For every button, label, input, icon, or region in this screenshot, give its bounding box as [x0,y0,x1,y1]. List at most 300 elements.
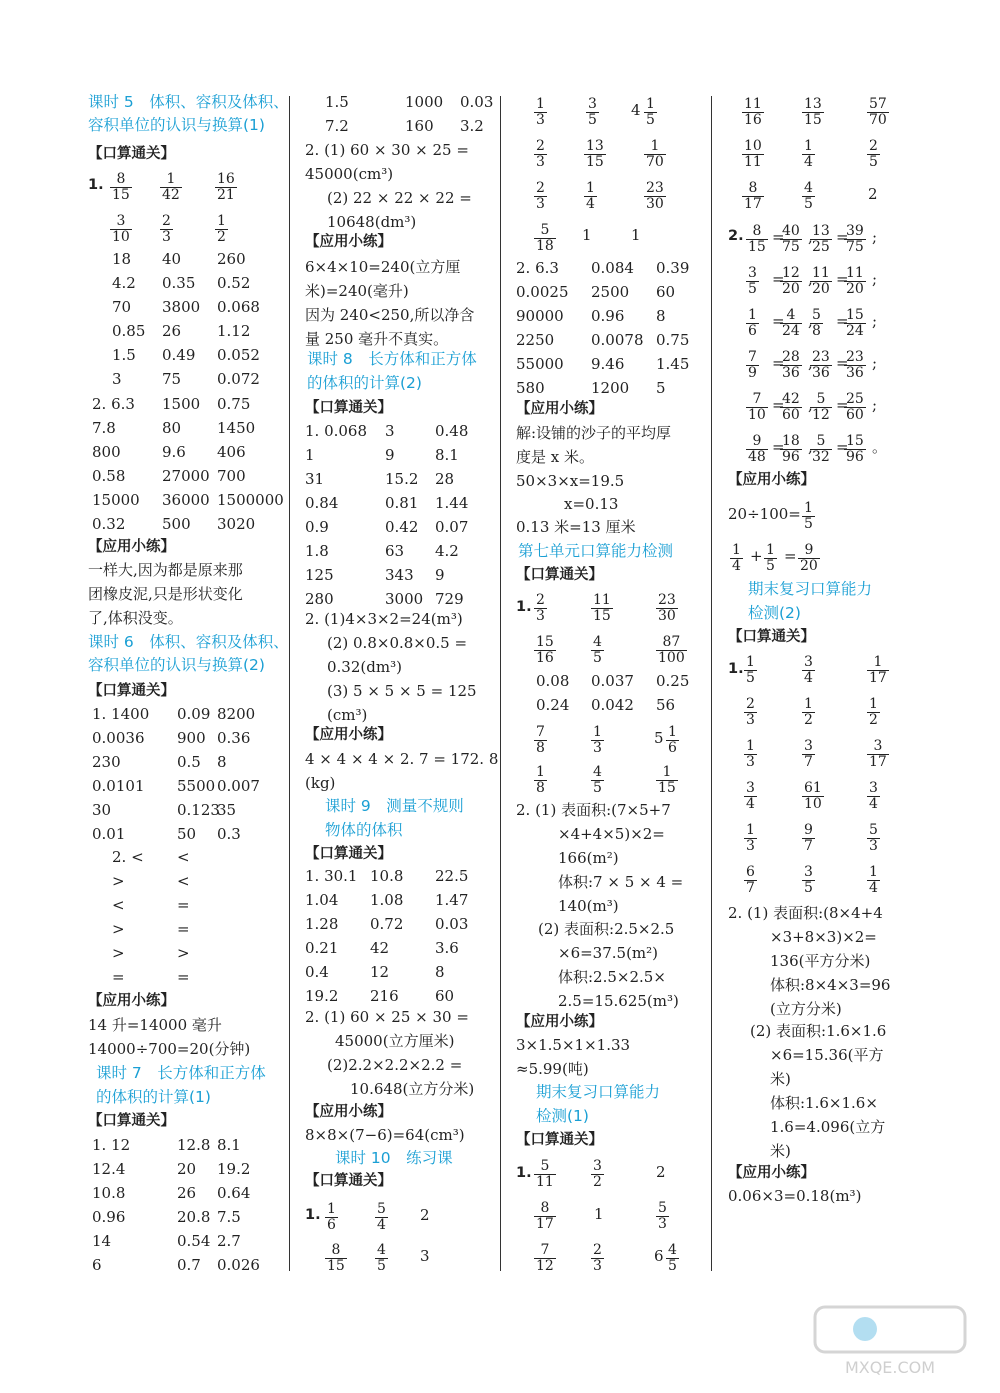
answer-cell: 700 [217,467,246,485]
section-label-application: 【应用小练】 [88,539,175,555]
section-label-oral: 【口算通关】 [88,146,175,162]
section-label-application: 【应用小练】 [305,1104,392,1120]
fraction [802,739,815,770]
calculation: 0.32(dm³) [327,658,402,676]
fraction [746,308,759,339]
problem-number: 1. [728,661,744,677]
answer-cell: 0.037 [591,672,634,690]
fraction [810,224,832,255]
fraction [780,224,802,255]
fraction [534,223,556,254]
fraction: $\frac{2}{3}$ [536,592,545,624]
answer-cell: 280 [305,590,334,608]
fraction: $\frac{16}{21}$ [217,171,235,203]
fraction: $\frac{13}{15}$ [586,138,604,170]
fraction: $\frac{7}{9}$ [748,349,757,381]
answer-cell: 0.03 [460,93,494,111]
answer-cell: 0.9 [305,518,329,536]
equals-sign: = [772,228,785,246]
answer-cell: 580 [516,379,545,397]
answer-cell: 0.4 [305,963,329,981]
column-divider [711,96,712,1271]
answer-cell: 80 [162,419,182,437]
fraction: $\frac{39}{75}$ [846,223,864,255]
comparison-symbol: > [112,944,125,962]
fraction: $\frac{3}{4}$ [869,780,878,812]
calculation: (2) 表面积:1.6×1.6 [750,1022,887,1040]
answer-cell: 0.48 [435,422,469,440]
answer-cell: 30 [92,801,112,819]
fraction: $\frac{3}{2}$ [593,1158,602,1190]
fraction [591,593,613,624]
fraction: $\frac{2}{3}$ [593,1242,602,1274]
fraction [810,392,832,423]
fraction: $\frac{7}{8}$ [536,724,545,756]
fraction [666,725,679,756]
answer-cell: 35 [217,801,237,819]
watermark-logo [810,1299,970,1379]
fraction: $\frac{4}{24}$ [782,307,800,339]
answer-cell: 9.6 [162,443,186,461]
answer-cell: 1.5 [325,93,349,111]
fraction: $\frac{1}{42}$ [162,171,180,203]
answer-cell: 1500 [162,395,201,413]
fraction [584,139,606,170]
equals-sign: = [836,354,849,372]
answer-cell: 500 [162,515,191,533]
answer-cell: 0.42 [385,518,419,536]
fraction: $\frac{8}{15}$ [327,1242,345,1274]
fraction: $\frac{11}{16}$ [744,96,762,128]
answer-cell: 1.45 [656,355,690,373]
calculation: 体积:2.5×2.5× [558,968,666,986]
fraction: $\frac{8}{15}$ [748,223,766,255]
fraction [867,739,889,770]
fraction: $\frac{8}{15}$ [112,171,130,203]
answer-cell: 343 [385,566,414,584]
section-label-application: 【应用小练】 [516,401,603,417]
fraction [844,392,866,423]
fraction: $\frac{1}{15}$ [658,764,676,796]
fraction [730,543,743,574]
fraction: $\frac{9}{20}$ [800,542,818,574]
calculation: 10648(dm³) [327,213,417,231]
fraction: $\frac{23}{30}$ [646,180,664,212]
answer-cell: 1.5 [112,346,136,364]
answer-cell: 729 [435,590,464,608]
lesson-6-title: 课时 6 体积、容积及体积、 [88,633,289,651]
fraction [867,865,880,896]
fraction: $\frac{1}{2}$ [804,696,813,728]
calculation: (立方分米) [770,1000,842,1018]
application-answer: 度是 x 米。 [516,448,594,466]
answer-cell: 0.042 [591,696,634,714]
answer-cell: 1.44 [435,494,469,512]
answer-cell: 26 [162,322,182,340]
answer-cell: 10.8 [92,1184,126,1202]
fraction: $\frac{2}{5}$ [869,138,878,170]
calculation: 140(m³) [558,897,619,915]
comparison-symbol: > [112,920,125,938]
answer-cell: 2250 [516,331,555,349]
fraction [780,434,802,465]
fraction [746,266,759,297]
fraction [215,172,237,203]
fraction: $\frac{3}{4}$ [804,654,813,686]
fraction [375,1202,388,1233]
fraction [534,593,547,624]
answer-cell: 8.1 [435,446,459,464]
calculation: 2. (1) 60 × 30 × 25 = [305,141,469,159]
final-review-2-title: 期末复习口算能力 [748,580,873,598]
section-label-application: 【应用小练】 [305,234,392,250]
lesson-7-title: 的体积的计算(1) [96,1088,211,1106]
comparison-symbol: = [112,968,125,986]
calculation: 166(m²) [558,849,619,867]
application-answer: 解:设铺的沙子的平均厚 [516,424,672,442]
fraction: $\frac{9}{7}$ [804,822,813,854]
fraction [802,501,815,532]
fraction [867,655,889,686]
number: 1 [594,1205,604,1223]
fraction [584,181,597,212]
calculation: 2.5=15.625(m³) [558,992,679,1010]
fraction: $\frac{5}{4}$ [377,1201,386,1233]
fraction: $\frac{5}{12}$ [812,391,830,423]
answer-cell: 0.7 [177,1256,201,1274]
calculation: (2) 22 × 22 × 22 = [327,189,472,207]
application-answer: ≈5.99(吨) [516,1060,589,1078]
fraction [810,308,823,339]
fraction [802,781,824,812]
fraction: $\frac{1}{4}$ [586,180,595,212]
calculation: (2) 0.8×0.8×0.5 = [327,634,468,652]
fraction: $\frac{4}{5}$ [377,1242,386,1274]
comparison-symbol: > [177,944,190,962]
fraction [110,214,132,245]
fraction: $\frac{42}{60}$ [782,391,800,423]
section-label-oral: 【口算通关】 [305,400,392,416]
answer-cell: 9.46 [591,355,625,373]
answer-cell: 26 [177,1184,197,1202]
calculation: 2. (1) 表面积:(8×4+4 [728,904,883,922]
application-answer: 了,体积没变。 [88,609,183,627]
fraction: $\frac{4}{5}$ [804,180,813,212]
fraction [780,392,802,423]
fraction [802,823,815,854]
answer-cell: 70 [112,298,132,316]
fraction [656,635,687,666]
fraction: $\frac{57}{70}$ [869,96,887,128]
section-label-application: 【应用小练】 [728,1165,815,1181]
fraction [534,1159,556,1190]
answer-cell: 12.8 [177,1136,211,1154]
answer-cell: 0.96 [591,307,625,325]
fraction [591,725,604,756]
lesson-10-title: 课时 10 练习课 [335,1149,453,1167]
application-answer: 14000÷700=20(分钟) [88,1040,251,1058]
answer-cell: 90000 [516,307,564,325]
calculation: 45000(cm³) [305,165,394,183]
section-label-oral: 【口算通关】 [305,1173,392,1189]
application-answer: 3×1.5×1×1.33 [516,1036,631,1054]
fraction: $\frac{3}{10}$ [112,213,130,245]
calculation: (3) 5 × 5 × 5 = 125 [327,682,477,700]
answer-cell: 216 [370,987,399,1005]
answer-cell: 75 [162,370,182,388]
fraction [586,97,599,128]
answer-cell: 1. 30.1 [305,867,358,885]
problem-number: 1. [88,177,104,193]
fraction [802,139,815,170]
fraction [744,823,757,854]
answer-cell: 0.052 [217,346,260,364]
equals-sign: = [772,312,785,330]
equals-sign: = [772,396,785,414]
fraction: $\frac{1}{3}$ [746,822,755,854]
problem-number: 1. [305,1207,321,1223]
fraction: $\frac{3}{5}$ [588,96,597,128]
fraction: $\frac{1}{3}$ [593,724,602,756]
calculation: (2) 表面积:2.5×2.5 [538,920,675,938]
answer-cell: 10.8 [370,867,404,885]
answer-cell: 0.84 [305,494,339,512]
answer-cell: 1.12 [217,322,251,340]
answer-cell: 5500 [177,777,216,795]
fraction: $\frac{7}{12}$ [536,1242,554,1274]
fraction: $\frac{40}{75}$ [782,223,800,255]
comma: , [808,312,813,330]
answer-cell: 0.39 [656,259,690,277]
number: 6 [654,1247,664,1265]
fraction [810,266,832,297]
answer-cell: 1. 0.068 [305,422,368,440]
answer-cell: 7.2 [325,117,349,135]
application-answer: 6×4×10=240(立方厘 [305,258,461,276]
calculation: 2. (1)4×3×2=24(m³) [305,610,463,628]
answer-cell: 3000 [385,590,424,608]
fraction: $\frac{5}{32}$ [812,433,830,465]
fraction [746,350,759,381]
application-answer: 8×8×(7−6)=64(cm³) [305,1126,465,1144]
fraction: $\frac{28}{36}$ [782,349,800,381]
fraction [746,434,768,465]
fraction: $\frac{2}{3}$ [536,138,545,170]
application-answer: 50×3×x=19.5 [516,472,625,490]
answer-cell: 5 [656,379,666,397]
application-answer: 14 升=14000 毫升 [88,1016,222,1034]
fraction: $\frac{61}{10}$ [804,780,822,812]
application-answer: 米)=240(毫升) [305,282,409,300]
fraction [591,1243,604,1274]
equals-sign: = [836,396,849,414]
fraction [810,350,832,381]
fraction: $\frac{13}{25}$ [812,223,830,255]
lesson-9-title: 物体的体积 [325,821,403,839]
application-answer: 因为 240<250,所以净含 [305,306,475,324]
answer-cell: 55000 [516,355,564,373]
fraction: $\frac{1}{2}$ [217,213,226,245]
section-label-application: 【应用小练】 [88,993,175,1009]
fraction: $\frac{5}{3}$ [869,822,878,854]
fraction [802,697,815,728]
calculation: ×3+8×3)×2= [770,928,877,946]
fraction [534,765,547,796]
fraction [764,543,777,574]
answer-cell: 1.28 [305,915,339,933]
fraction [534,181,547,212]
answer-cell: 8 [435,963,445,981]
fraction [744,739,757,770]
answer-cell: 15000 [92,491,140,509]
fraction: $\frac{1}{8}$ [536,764,545,796]
number: 3 [420,1247,430,1265]
problem-number: 1. [516,1165,532,1181]
answer-cell: 0.85 [112,322,146,340]
fraction: $\frac{10}{11}$ [744,138,762,170]
answer-cell: 4.2 [435,542,459,560]
answer-cell: 56 [656,696,676,714]
fraction: $\frac{1}{4}$ [732,542,741,574]
final-review-1-title: 期末复习口算能力 [536,1083,661,1101]
fraction [534,139,547,170]
answer-cell: 260 [217,250,246,268]
fraction [780,266,802,297]
fraction: $\frac{1}{5}$ [804,500,813,532]
answer-cell: 18 [112,250,132,268]
comparison-symbol: = [177,896,190,914]
calculation: ×6=15.36(平方 [770,1046,884,1064]
calculation: (2)2.2×2.2×2.2 = [327,1056,463,1074]
answer-cell: 3800 [162,298,201,316]
number: 5 [654,729,664,747]
answer-cell: 19.2 [305,987,339,1005]
fraction [666,1243,679,1274]
fraction [644,139,666,170]
fraction [742,181,764,212]
fraction [160,214,173,245]
fraction: $\frac{2}{3}$ [536,180,545,212]
final-review-1-title: 检测(1) [536,1107,589,1125]
fraction: $\frac{4}{5}$ [593,764,602,796]
comma: , [808,354,813,372]
column-divider [500,96,501,1271]
calculation: 体积:7 × 5 × 4 = [558,873,684,891]
fraction: $\frac{87}{100}$ [658,634,685,666]
answer-cell: 0.123 [177,801,220,819]
answer-cell: 3020 [217,515,256,533]
answer-cell: 42 [370,939,390,957]
answer-cell: 1450 [217,419,256,437]
lesson-6-title: 容积单位的认识与换算(2) [88,656,265,674]
fraction: $\frac{11}{20}$ [812,265,830,297]
equals-sign: = [784,547,797,565]
fraction: $\frac{5}{11}$ [536,1158,554,1190]
fraction: $\frac{1}{5}$ [646,96,655,128]
equals-sign: = [836,438,849,456]
answer-cell: 15.2 [385,470,419,488]
number: 4 [631,101,641,119]
answer-cell: 2. 6.3 [92,395,135,413]
comma: , [808,228,813,246]
fraction: $\frac{6}{7}$ [746,864,755,896]
answer-cell: 0.75 [217,395,251,413]
answer-cell: 3 [385,422,395,440]
answer-cell: 0.96 [92,1208,126,1226]
section-label-oral: 【口算通关】 [88,1113,175,1129]
fraction: $\frac{2}{3}$ [162,213,171,245]
answer-cell: 230 [92,753,121,771]
equals-sign: = [836,270,849,288]
answer-cell: 1.47 [435,891,469,909]
fraction [591,1159,604,1190]
answer-cell: 50 [177,825,197,843]
fraction: $\frac{23}{36}$ [812,349,830,381]
answer-cell: 19.2 [217,1160,251,1178]
answer-cell: 12 [370,963,390,981]
fraction [534,1243,556,1274]
answer-cell: 125 [305,566,334,584]
answer-cell: 0.54 [177,1232,211,1250]
application-answer: (kg) [305,774,336,792]
fraction: $\frac{1}{6}$ [748,307,757,339]
number: 1 [631,226,641,244]
fraction: $\frac{1}{4}$ [869,864,878,896]
answer-cell: 800 [92,443,121,461]
fraction [534,1201,556,1232]
fraction: $\frac{11}{20}$ [846,265,864,297]
punct: ; [872,354,878,372]
application-answer: 0.06×3=0.18(m³) [728,1187,862,1205]
answer-cell: 60 [435,987,455,1005]
fraction: $\frac{7}{10}$ [748,391,766,423]
answer-cell: 7.5 [217,1208,241,1226]
fraction: $\frac{1}{6}$ [327,1201,336,1233]
fraction: $\frac{15}{16}$ [536,634,554,666]
fraction: $\frac{5}{8}$ [812,307,821,339]
fraction [798,543,820,574]
calculation: 体积:1.6×1.6× [770,1094,878,1112]
fraction [375,1243,388,1274]
application-answer: 一样大,因为都是原来那 [88,561,243,579]
answer-cell: 31 [305,470,325,488]
answer-cell: 14 [92,1232,112,1250]
calculation: 2. (1) 表面积:(7×5+7 [516,801,671,819]
section-label-oral: 【口算通关】 [728,629,815,645]
punct: ; [872,312,878,330]
punct: 。 [872,438,888,456]
calculation: ×6=37.5(m²) [558,944,659,962]
final-review-2-title: 检测(2) [748,604,801,622]
answer-cell: 1. 1400 [92,705,150,723]
section-label-oral: 【口算通关】 [88,683,175,699]
section-label-oral: 【口算通关】 [305,846,392,862]
number: 2 [868,185,878,203]
answer-cell: 0.81 [385,494,419,512]
lesson-9-title: 课时 9 测量不规则 [325,797,464,815]
fraction [160,172,182,203]
section-label-application: 【应用小练】 [516,1014,603,1030]
section-label-oral: 【口算通关】 [516,567,603,583]
answer-cell: 28 [435,470,455,488]
punct: ; [872,270,878,288]
answer-cell: 0.75 [656,331,690,349]
fraction [591,765,604,796]
column-divider [289,96,290,1271]
problem-number: 1. [516,599,532,615]
fraction: $\frac{1}{5}$ [766,542,775,574]
fraction [744,781,757,812]
